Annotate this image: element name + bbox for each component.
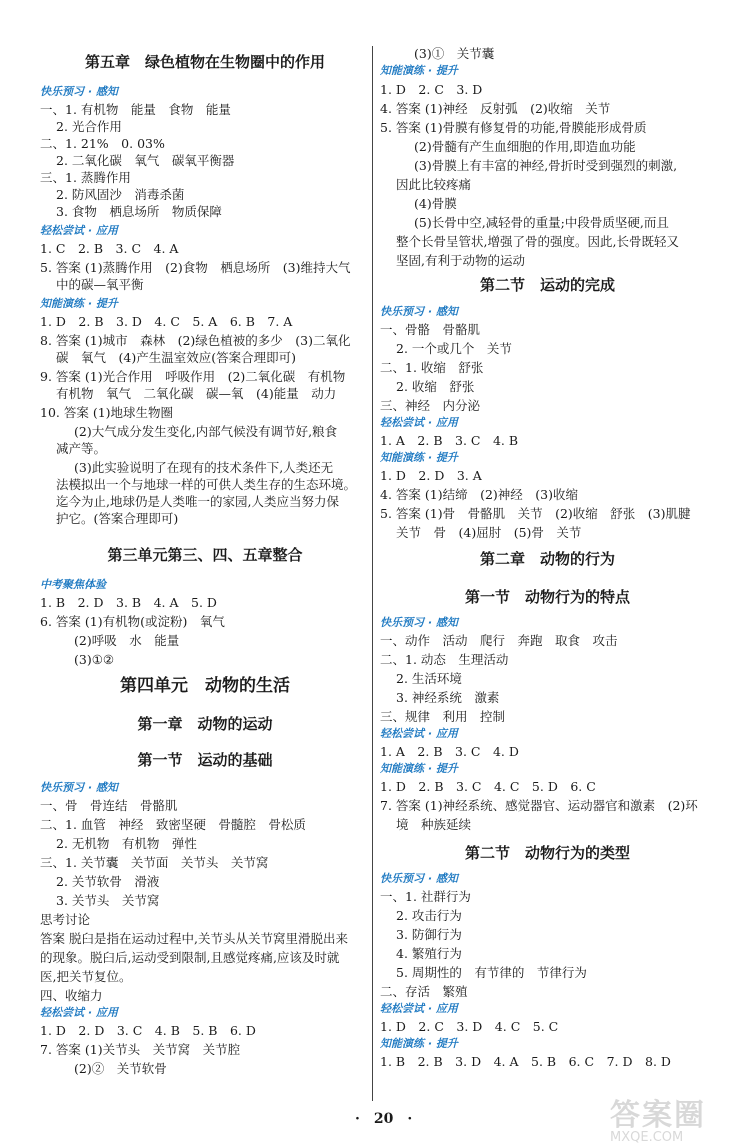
subsection-label: 轻松尝试 · 应用 [380, 727, 458, 740]
answer-line: 有机物 氧气 二氧化碳 碳—氧 (4)能量 动力 [56, 386, 337, 401]
answer-line: 2. 一个或几个 关节 [396, 341, 512, 356]
answer-line: 思考讨论 [40, 912, 91, 927]
answer-line: 9. 答案 (1)光合作用 呼吸作用 (2)二氧化碳 有机物 [40, 369, 346, 384]
subsection-label: 知能演练 · 提升 [380, 64, 458, 77]
answer-line: 2. 生活环境 [396, 671, 462, 686]
answer-line: 1. D 2. C 3. D [380, 82, 483, 97]
answer-line: (2)② 关节软骨 [74, 1061, 167, 1076]
answer-line: 一、骨骼 骨骼肌 [380, 322, 481, 337]
answer-line: 一、骨 骨连结 骨骼肌 [40, 798, 178, 813]
answer-line: 1. D 2. C 3. D 4. C 5. C [380, 1019, 559, 1034]
subsection-label: 中考聚焦体验 [40, 578, 106, 591]
answer-line: (2)大气成分发生变化,内部气候没有调节好,粮食 [74, 424, 338, 439]
answer-line: 7. 答案 (1)关节头 关节窝 关节腔 [40, 1042, 241, 1057]
answer-line: 三、1. 关节囊 关节面 关节头 关节窝 [40, 855, 269, 870]
subsection-label: 轻松尝试 · 应用 [40, 1006, 118, 1019]
subsection-label: 快乐预习 · 感知 [40, 85, 118, 98]
answer-line: 二、1. 21% 0. 03% [40, 136, 165, 151]
answer-line: 医,把关节复位。 [40, 969, 132, 984]
answer-line: (4)骨膜 [414, 196, 457, 211]
section-heading: 第五章 绿色植物在生物圈中的作用 [84, 53, 325, 71]
answer-line: 因此比较疼痛 [396, 177, 472, 192]
answer-line: 1. D 2. D 3. A [380, 468, 482, 483]
section-heading: 第三单元第三、四、五章整合 [107, 546, 303, 564]
answer-line: 整个长骨呈管状,增强了骨的强度。因此,长骨既轻又 [396, 234, 679, 249]
answer-line: 一、1. 有机物 能量 食物 能量 [40, 102, 231, 117]
answer-line: 5. 答案 (1)骨 骨骼肌 关节 (2)收缩 舒张 (3)肌腱 [380, 506, 691, 521]
answer-line: 1. D 2. B 3. D 4. C 5. A 6. B 7. A [40, 314, 293, 329]
answer-line: 1. A 2. B 3. C 4. B [380, 433, 519, 448]
answer-line: 坚固,有利于动物的运动 [396, 253, 525, 268]
subsection-label: 知能演练 · 提升 [380, 1037, 458, 1050]
answer-line: 三、规律 利用 控制 [380, 709, 506, 724]
answer-line: 8. 答案 (1)城市 森林 (2)绿色植被的多少 (3)二氧化 [40, 333, 351, 348]
answer-line: 四、收缩力 [40, 988, 103, 1003]
answer-line: 2. 收缩 舒张 [396, 379, 475, 394]
answer-line: 三、1. 蒸腾作用 [40, 170, 131, 185]
answer-line: 2. 无机物 有机物 弹性 [56, 836, 197, 851]
section-heading: 第一章 动物的运动 [137, 715, 273, 733]
answer-line: 碳 氧气 (4)产生温室效应(答案合理即可) [56, 350, 296, 365]
answer-line: 7. 答案 (1)神经系统、感觉器官、运动器官和激素 (2)环 [380, 798, 698, 813]
answer-line: (2)呼吸 水 能量 [74, 633, 180, 648]
answer-line: 答案 脱臼是指在运动过程中,关节头从关节窝里滑脱出来 [40, 931, 348, 946]
answer-line: 1. B 2. D 3. B 4. A 5. D [40, 595, 217, 610]
answer-line: (2)骨髓有产生血细胞的作用,即造血功能 [414, 139, 636, 154]
answer-line: (3)骨膜上有丰富的神经,骨折时受到强烈的刺激, [414, 158, 678, 173]
answer-line: (3)此实验说明了在现有的技术条件下,人类还无 [74, 460, 334, 475]
answer-line: 4. 答案 (1)结缔 (2)神经 (3)收缩 [380, 487, 578, 502]
answer-line: 一、1. 社群行为 [380, 889, 471, 904]
section-heading: 第二节 动物行为的类型 [464, 844, 630, 862]
answer-line: 二、1. 动态 生理活动 [380, 652, 509, 667]
answer-line: 三、神经 内分泌 [380, 398, 481, 413]
answer-line: 二、1. 血管 神经 致密坚硬 骨髓腔 骨松质 [40, 817, 306, 832]
section-heading: 第一节 运动的基础 [137, 751, 273, 769]
column-divider [372, 46, 373, 1101]
answer-line: 2. 防风固沙 消毒杀菌 [56, 187, 185, 202]
answer-line: 10. 答案 (1)地球生物圈 [40, 405, 174, 420]
subsection-label: 轻松尝试 · 应用 [380, 416, 458, 429]
answer-line: 5. 答案 (1)蒸腾作用 (2)食物 栖息场所 (3)维持大气 [40, 260, 351, 275]
subsection-label: 轻松尝试 · 应用 [40, 224, 118, 237]
answer-line: 6. 答案 (1)有机物(或淀粉) 氧气 [40, 614, 225, 629]
answer-line: 4. 答案 (1)神经 反射弧 (2)收缩 关节 [380, 101, 611, 116]
section-heading: 第一节 动物行为的特点 [464, 588, 630, 606]
section-heading: 第二章 动物的行为 [479, 550, 615, 568]
answer-line: 二、存活 繁殖 [380, 984, 468, 999]
section-heading: 第二节 运动的完成 [479, 276, 615, 294]
answer-line: 中的碳—氧平衡 [56, 277, 144, 292]
answer-line: 1. B 2. B 3. D 4. A 5. B 6. C 7. D 8. D [380, 1054, 671, 1069]
answer-line: 1. C 2. B 3. C 4. A [40, 241, 179, 256]
answer-line: 2. 光合作用 [56, 119, 122, 134]
subsection-label: 知能演练 · 提升 [40, 297, 118, 310]
answer-line: 的现象。脱臼后,运动受到限制,且感觉疼痛,应该及时就 [40, 950, 340, 965]
answer-line: 一、动作 活动 爬行 奔跑 取食 攻击 [380, 633, 618, 648]
answer-line: 境 种族延续 [396, 817, 472, 832]
subsection-label: 轻松尝试 · 应用 [380, 1002, 458, 1015]
answer-line: 3. 关节头 关节窝 [56, 893, 160, 908]
answer-line: 二、1. 收缩 舒张 [380, 360, 484, 375]
answer-line: (3)① 关节囊 [414, 46, 495, 61]
subsection-label: 知能演练 · 提升 [380, 762, 458, 775]
answer-line: 2. 关节软骨 滑液 [56, 874, 160, 889]
subsection-label: 快乐预习 · 感知 [380, 305, 458, 318]
answer-line: (5)长骨中空,减轻骨的重量;中段骨质坚硬,而且 [414, 215, 669, 230]
answer-line: 法模拟出一个与地球一样的可供人类生存的生态环境。 [56, 477, 357, 492]
answer-line: 3. 神经系统 激素 [396, 690, 500, 705]
answer-line: 1. D 2. D 3. C 4. B 5. B 6. D [40, 1023, 256, 1038]
answer-line: 3. 食物 栖息场所 物质保障 [56, 204, 222, 219]
answer-line: 2. 攻击行为 [396, 908, 462, 923]
watermark-logo: 答案圈 MXQE.COM [610, 1098, 706, 1145]
answer-line: 减产等。 [56, 441, 107, 456]
answer-line: 护它。(答案合理即可) [56, 511, 179, 526]
answer-line: 4. 繁殖行为 [396, 946, 462, 961]
answer-line: 5. 周期性的 有节律的 节律行为 [396, 965, 587, 980]
subsection-label: 快乐预习 · 感知 [40, 781, 118, 794]
answer-line: 3. 防御行为 [396, 927, 462, 942]
subsection-label: 快乐预习 · 感知 [380, 872, 458, 885]
answer-line: 1. D 2. B 3. C 4. C 5. D 6. C [380, 779, 596, 794]
unit-heading: 第四单元 动物的生活 [120, 676, 290, 696]
answer-line: 关节 骨 (4)屈肘 (5)骨 关节 [396, 525, 582, 540]
answer-line: 迄今为止,地球仍是人类唯一的家园,人类应当努力保 [56, 494, 339, 509]
answer-line: (3)①② [74, 652, 115, 667]
subsection-label: 知能演练 · 提升 [380, 451, 458, 464]
answer-line: 2. 二氧化碳 氧气 碳氧平衡器 [56, 153, 235, 168]
page-number: · 20 · [355, 1111, 413, 1127]
subsection-label: 快乐预习 · 感知 [380, 616, 458, 629]
answer-line: 5. 答案 (1)骨膜有修复骨的功能,骨膜能形成骨质 [380, 120, 647, 135]
answer-line: 1. A 2. B 3. C 4. D [380, 744, 519, 759]
